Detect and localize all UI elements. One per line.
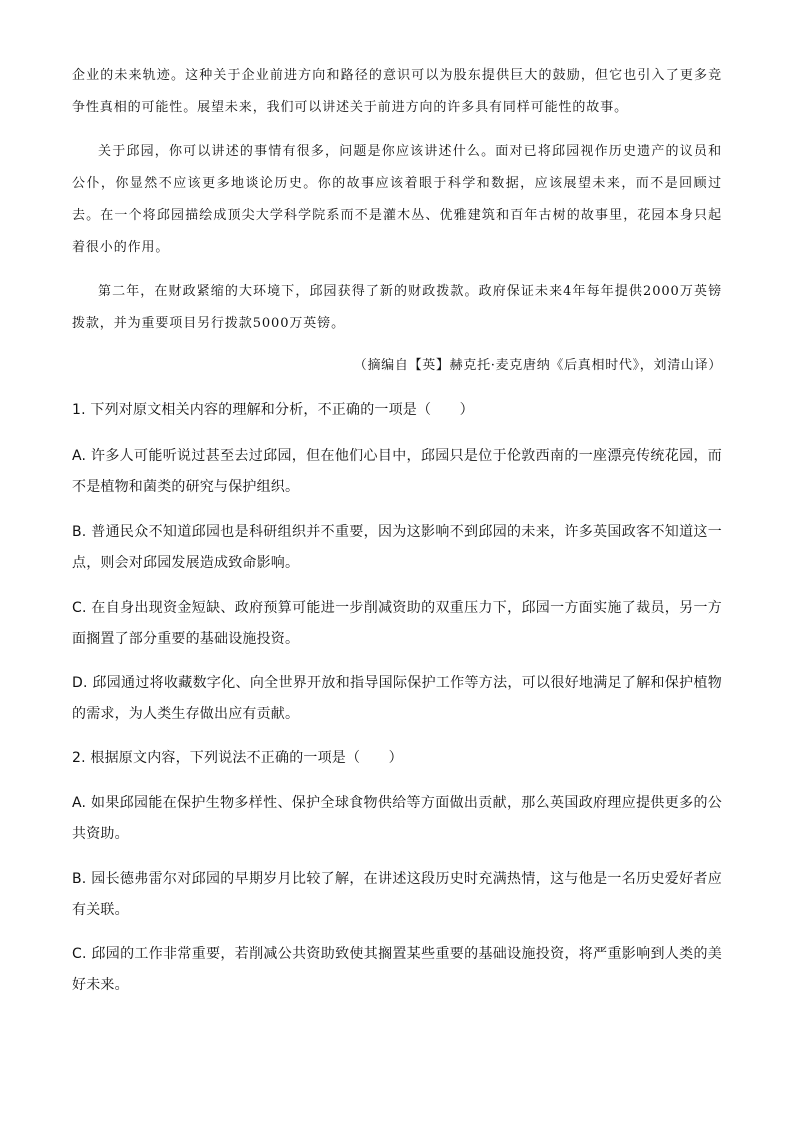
question-2-stem: 2. 根据原文内容，下列说法不正确的一项是（ ） xyxy=(72,750,403,766)
question-1-stem: 1. 下列对原文相关内容的理解和分析，不正确的一项是（ ） xyxy=(72,402,474,418)
question-1-option-b: B. 普通民众不知道邱园也是科研组织并不重要，因为这影响不到邱园的未来，许多英国政客不知道这一点，则会对邱园发展造成致命影响。 xyxy=(72,524,722,571)
passage-paragraph-2: 关于邱园，你可以讲述的事情有很多，问题是你应该讲述什么。面对已将邱园视作历史遗产的议员和公仆，你显然不应该更多地谈论历史。你的故事应该着眼于科学和数据，应该展望未来，而不是回顾过去。在一个将邱园描绘成顶尖大学科学院系而不是灌木丛、优雅建筑和百年古树的故事里，花园本身只起着很小的作用。 xyxy=(72,144,722,255)
question-2-option-b: B. 园长德弗雷尔对邱园的早期岁月比较了解，在讲述这段历史时充满热情，这与他是一名历史爱好者应有关联。 xyxy=(72,871,722,918)
passage-paragraph-3: 第二年，在财政紧缩的大环境下，邱园获得了新的财政拨款。政府保证未来4年每年提供2000万英镑拨款，并为重要项目另行拨款5000万英镑。 xyxy=(72,284,722,331)
question-1-option-d: D. 邱园通过将收藏数字化、向全世界开放和指导国际保护工作等方法，可以很好地满足了解和保护植物的需求，为人类生存做出应有贡献。 xyxy=(72,675,722,722)
question-1-option-a: A. 许多人可能听说过甚至去过邱园，但在他们心目中，邱园只是位于伦敦西南的一座漂亮传统花园，而不是植物和菌类的研究与保护组织。 xyxy=(72,448,722,495)
question-1-option-c: C. 在自身出现资金短缺、政府预算可能进一步削减资助的双重压力下，邱园一方面实施了裁员，另一方面搁置了部分重要的基础设施投资。 xyxy=(72,600,722,647)
question-2-option-a: A. 如果邱园能在保护生物多样性、保护全球食物供给等方面做出贡献，那么英国政府理应提供更多的公共资助。 xyxy=(72,795,722,842)
passage-paragraph-1: 企业的未来轨迹。这种关于企业前进方向和路径的意识可以为股东提供巨大的鼓励，但它也引入了更多竞争性真相的可能性。展望未来，我们可以讲述关于前进方向的许多具有同样可能性的故事。 xyxy=(72,68,722,115)
question-2-option-c: C. 邱园的工作非常重要，若削减公共资助致使其搁置某些重要的基础设施投资，将严重影响到人类的美好未来。 xyxy=(72,946,722,993)
passage-source-citation: （摘编自【英】赫克托·麦克唐纳《后真相时代》，刘清山译） xyxy=(353,358,722,373)
